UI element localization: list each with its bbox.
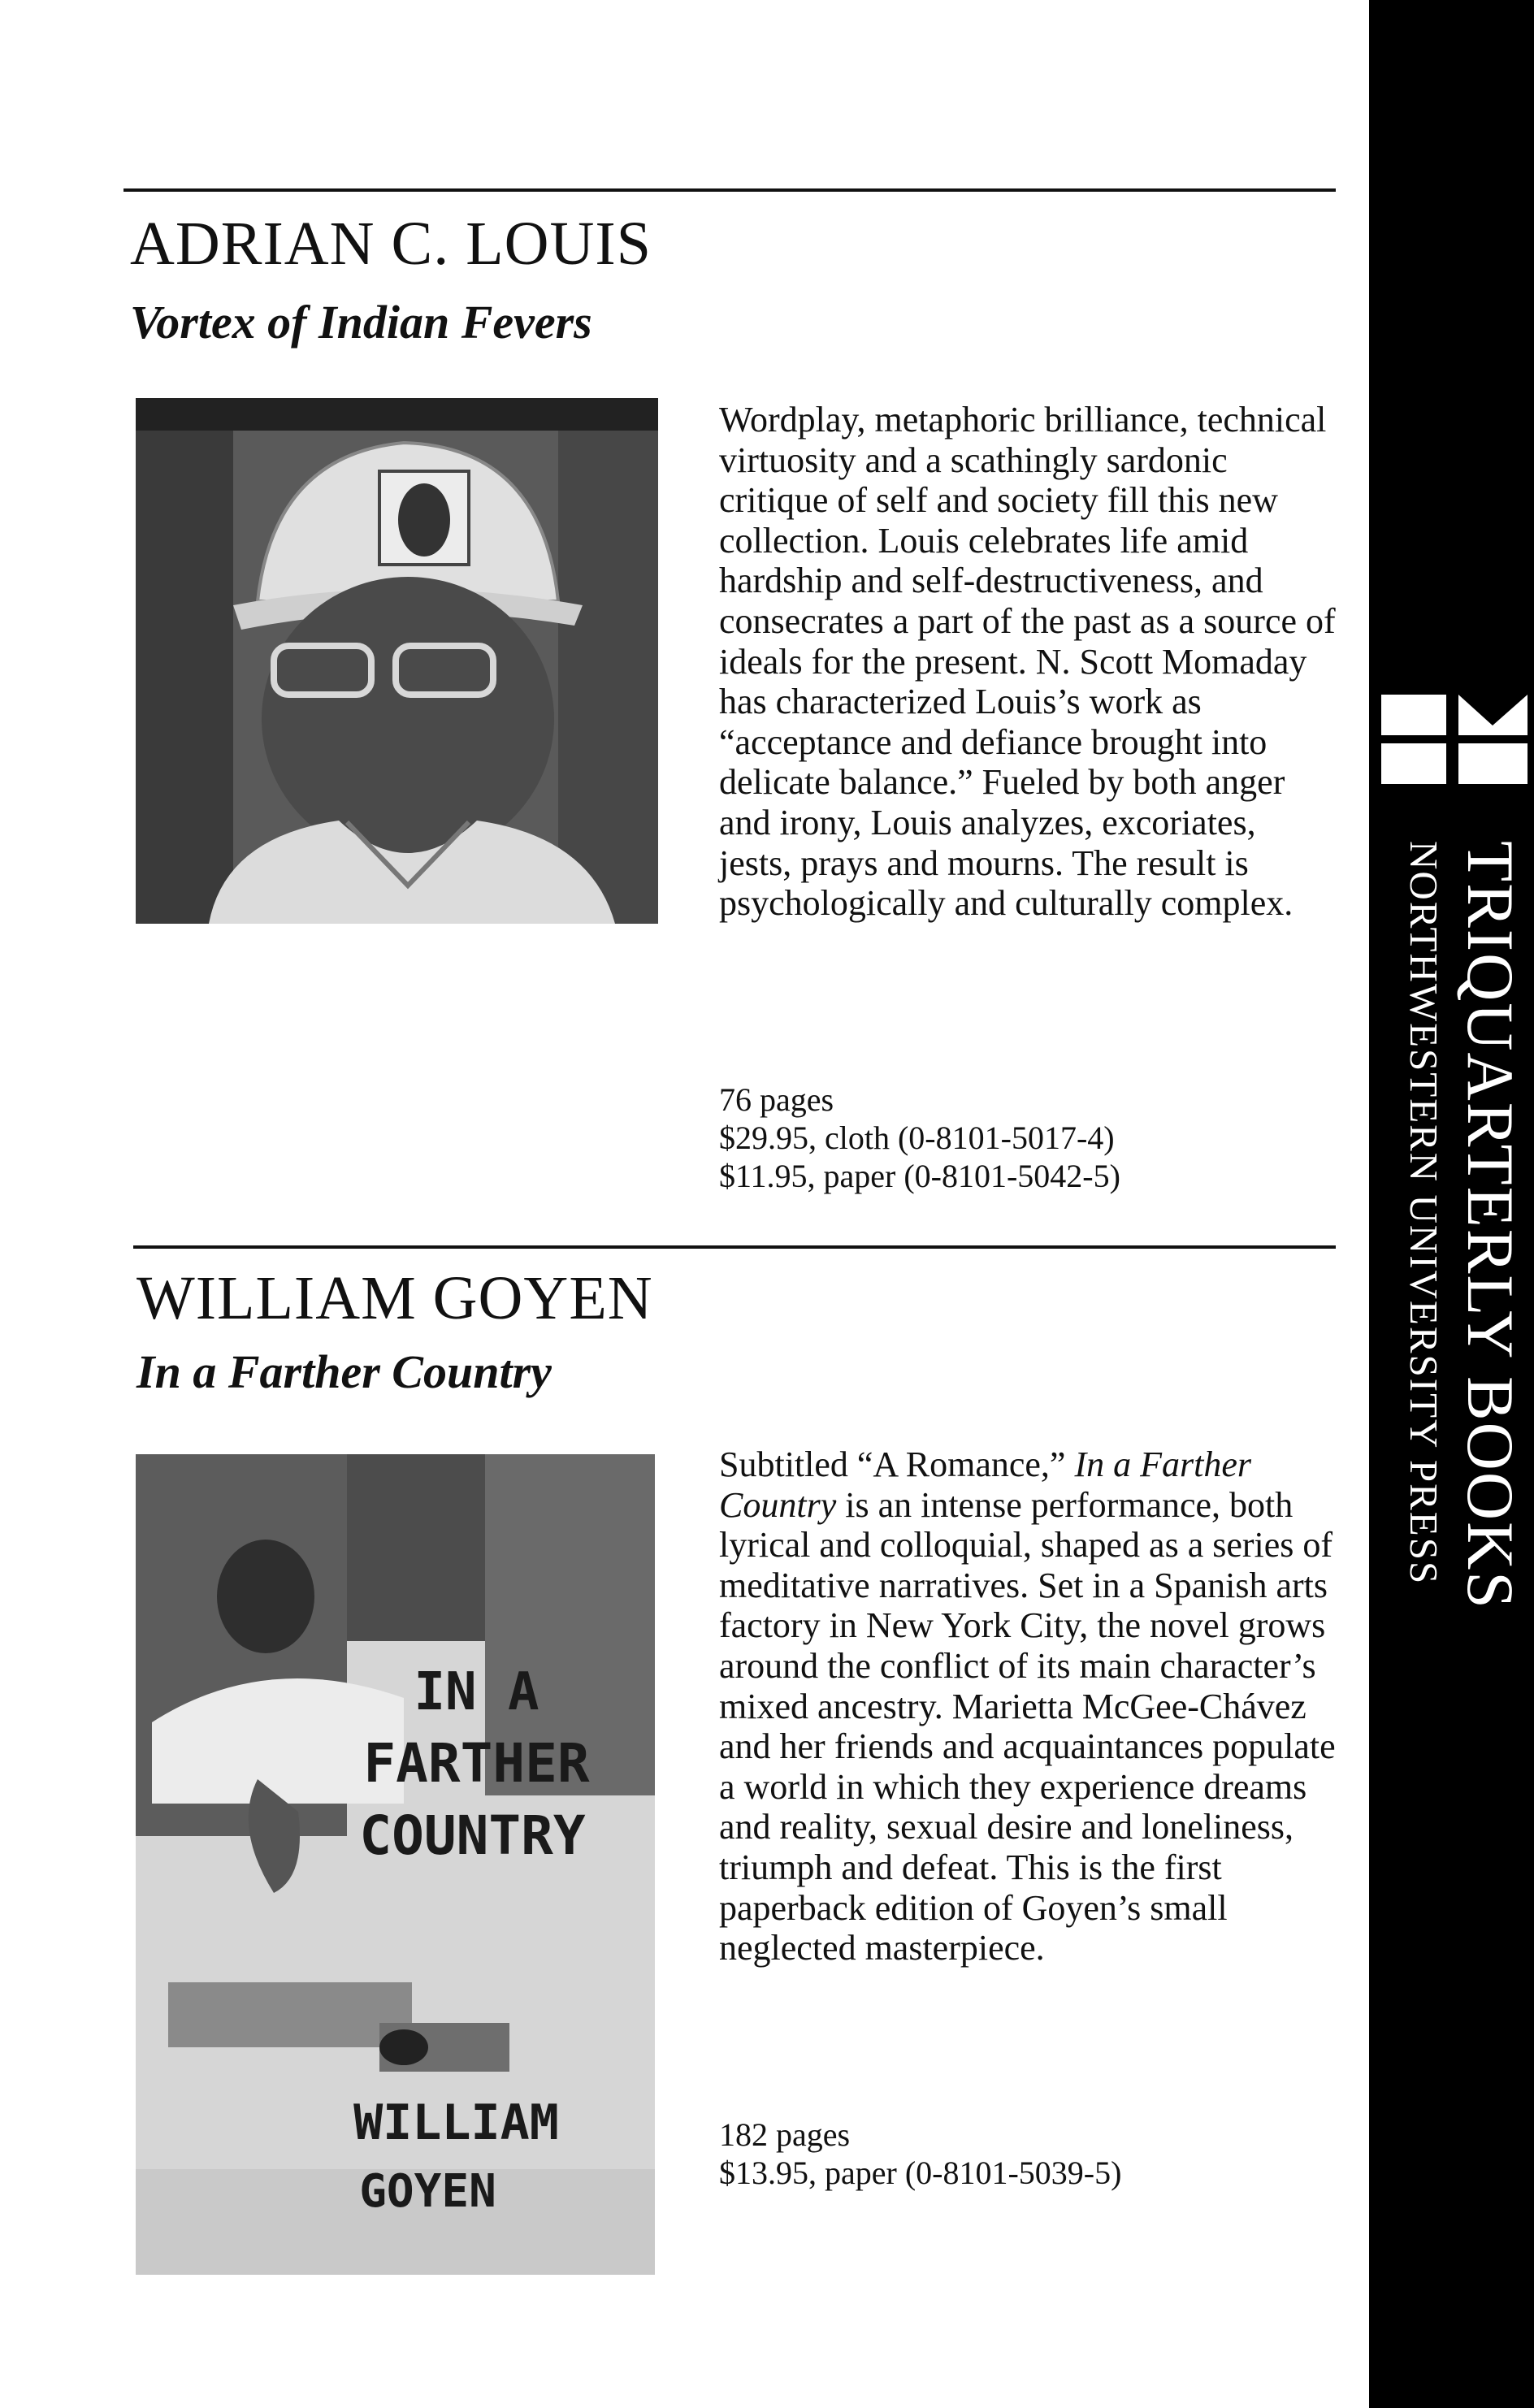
- cover-author-line: GOYEN: [359, 2165, 496, 2218]
- cover-title: [136, 1657, 655, 1873]
- cover-title-line: FARTHER: [363, 1732, 590, 1795]
- description-text: Subtitled “A Romance,”: [719, 1444, 1075, 1484]
- price-paper: $13.95, paper (0-8101-5039-5): [719, 2155, 1122, 2191]
- cover-author: [136, 2088, 655, 2224]
- author-photo: [136, 398, 658, 924]
- author-name: WILLIAM GOYEN: [136, 1264, 653, 1332]
- price-paper: $11.95, paper (0-8101-5042-5): [719, 1158, 1120, 1194]
- cover-author-line: WILLIAM: [353, 2094, 559, 2151]
- book-title: Vortex of Indian Fevers: [130, 296, 592, 349]
- book-cover-image: [136, 1454, 655, 2275]
- cover-title-line: IN A: [414, 1662, 540, 1722]
- description-text: is an intense performance, both lyrical and colloquial, shaped as a series of meditative narratives. Set in a Spanish arts factory in New York City, the novel grows around the conflict of its main character’s mixed ancestry. Marietta McGee-Chávez and her friends and acquaintances populate a world in which they experience dreams and reality, sexual desire and loneliness, triumph and defeat. This is the first paperback edition of Goyen’s small neglected masterpiece.: [719, 1484, 1336, 1968]
- book-description: Wordplay, metaphoric brilliance, technical virtuosity and a scathingly sardonic critique of self and society fill this new collection. Louis celebrates life amid hardship and self-destructiveness, and consecrates a part of the past as a source of ideals for the present. N. Scott Momaday has characterized Louis’s work as “acceptance and defiance brought into delicate balance.” Fueled by both anger and irony, Louis analyzes, excoriates, jests, prays and mourns. The result is psychologically and culturally complex.: [719, 400, 1336, 924]
- book-description: [719, 1444, 1337, 1968]
- page-count: 182 pages: [719, 2116, 851, 2153]
- publisher-name: TRIQUARTERLY BOOKS: [1454, 841, 1528, 1610]
- book-details: [719, 1081, 1320, 1195]
- page-count: 76 pages: [719, 1081, 834, 1118]
- price-cloth: $29.95, cloth (0-8101-5017-4): [719, 1120, 1115, 1156]
- author-name: ADRIAN C. LOUIS: [130, 210, 652, 278]
- publisher-subtitle: NORTHWESTERN UNIVERSITY PRESS: [1402, 841, 1446, 1586]
- description-book-title: In a Farther Country: [719, 1444, 1251, 1525]
- book-title: In a Farther Country: [136, 1345, 552, 1398]
- book-details: [719, 2116, 1320, 2192]
- publisher-spine-text: [1381, 841, 1528, 1678]
- triquarterly-logo-icon: [1381, 695, 1528, 784]
- section-divider: [133, 1245, 1336, 1249]
- top-divider: [124, 188, 1336, 192]
- cover-title-line: COUNTRY: [359, 1804, 586, 1868]
